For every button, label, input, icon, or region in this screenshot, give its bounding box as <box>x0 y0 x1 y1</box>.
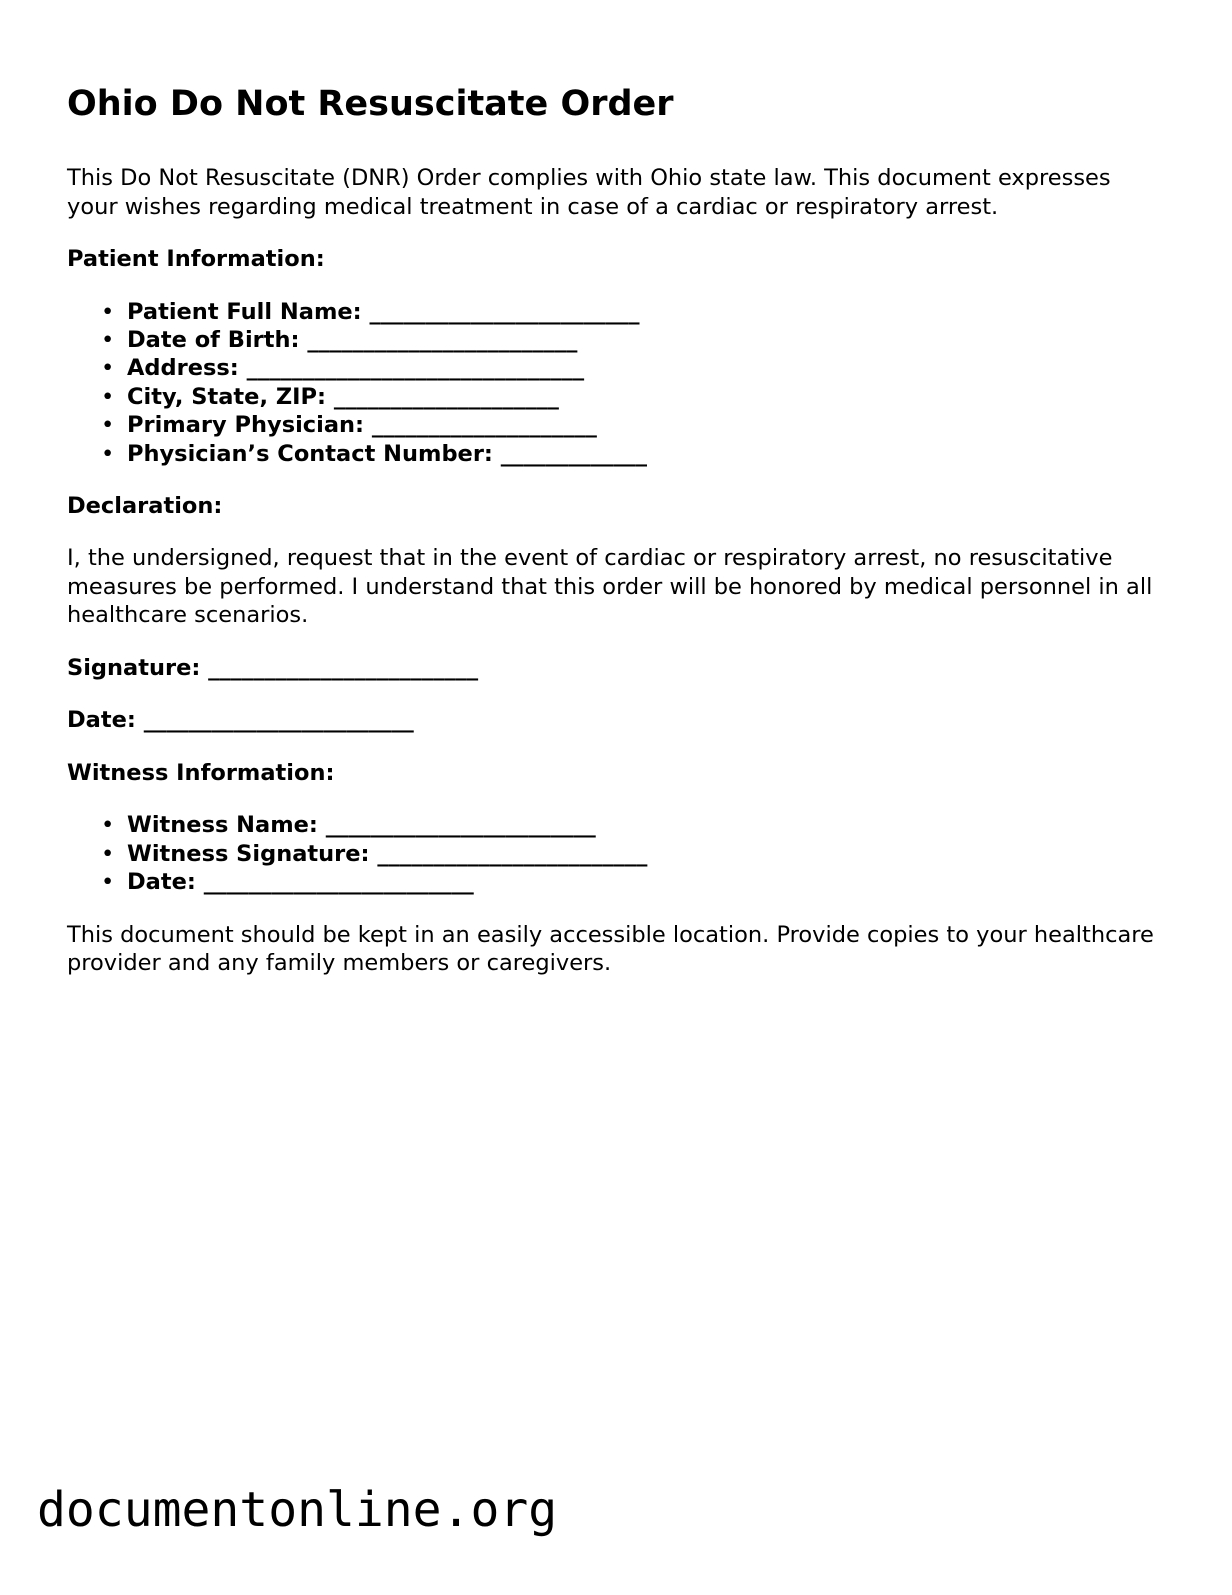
patient-field-primary-physician <box>101 411 1167 439</box>
field-label: Address: ______________________________ <box>127 355 585 382</box>
witness-field-name <box>101 811 1167 839</box>
patient-field-date-of-birth <box>101 326 1167 354</box>
patient-field-physician-contact <box>101 440 1167 468</box>
patient-field-address <box>101 354 1167 382</box>
field-label: Physician’s Contact Number: _____________ <box>127 440 647 467</box>
field-label: Witness Name: ________________________ <box>127 812 596 839</box>
patient-info-heading: Patient Information: <box>67 246 325 272</box>
field-label: Primary Physician: ____________________ <box>127 412 597 439</box>
date-field: Date: ________________________ <box>67 707 414 734</box>
bullet-icon: • <box>101 326 115 353</box>
bullet-icon: • <box>101 412 115 439</box>
patient-field-city-state-zip <box>101 383 1167 411</box>
document-page <box>67 80 1167 1002</box>
patient-info-list <box>67 298 1167 468</box>
closing-paragraph: This document should be kept in an easily accessible location. Provide copies to your healthcare provider and any family members or caregivers. <box>67 921 1154 977</box>
declaration-paragraph: I, the undersigned, request that in the event of cardiac or respiratory arrest, no resuscitative measures be performed. I understand that this order will be honored by medical personnel in all healthcare scenarios. <box>67 545 1153 629</box>
intro-paragraph: This Do Not Resuscitate (DNR) Order complies with Ohio state law. This document expresses your wishes regarding medical treatment in case of a cardiac or respiratory arrest. <box>67 165 1111 220</box>
patient-field-full-name <box>101 298 1167 326</box>
bullet-icon: • <box>101 869 115 896</box>
field-label: Date of Birth: ________________________ <box>127 326 578 353</box>
watermark-text: documentonline.org <box>37 1482 558 1538</box>
declaration-heading: Declaration: <box>67 492 223 519</box>
bullet-icon: • <box>101 383 115 410</box>
bullet-icon: • <box>101 355 115 382</box>
witness-info-heading: Witness Information: <box>67 759 335 786</box>
bullet-icon: • <box>101 440 115 467</box>
witness-info-list <box>67 811 1167 896</box>
bullet-icon: • <box>101 840 115 867</box>
bullet-icon: • <box>101 298 115 325</box>
field-label: City, State, ZIP: ____________________ <box>127 383 559 410</box>
witness-field-date <box>101 868 1167 896</box>
document-title: Ohio Do Not Resuscitate Order <box>67 84 674 124</box>
field-label: Patient Full Name: ________________________ <box>127 298 640 325</box>
field-label: Witness Signature: ________________________ <box>127 840 648 867</box>
bullet-icon: • <box>101 812 115 839</box>
witness-field-signature <box>101 840 1167 868</box>
field-label: Date: ________________________ <box>127 869 474 896</box>
signature-field: Signature: ________________________ <box>67 654 479 681</box>
